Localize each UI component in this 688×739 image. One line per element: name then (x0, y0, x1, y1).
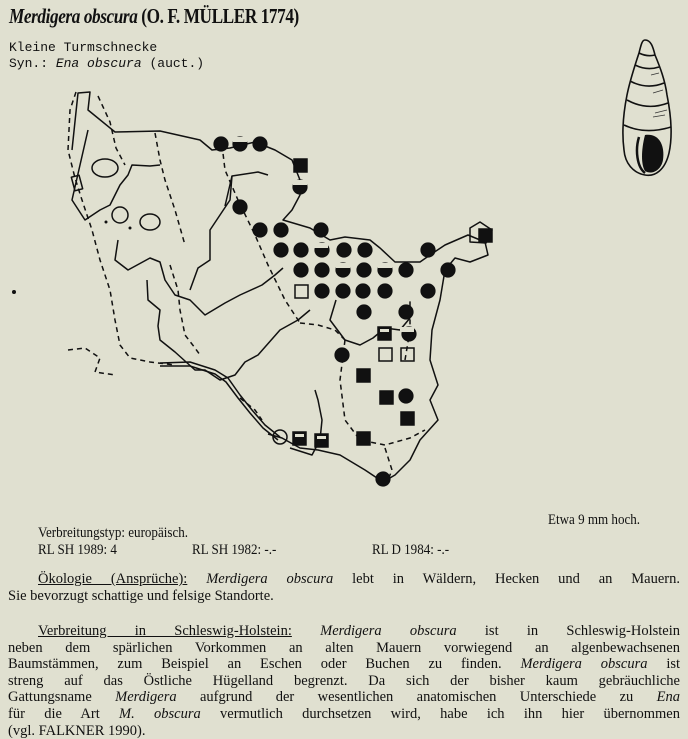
occurrence-circle (294, 243, 308, 257)
inner-boundary-2 (115, 240, 283, 315)
dashed-boundary-9 (68, 348, 115, 375)
occurrence-circle (274, 243, 288, 257)
text: Sie bevorzugt schattige und felsige Standorte. (8, 587, 274, 604)
species-name: Merdigera obscura (520, 656, 648, 673)
eider-canal-2 (160, 366, 278, 440)
synonym-label: Syn.: (9, 56, 49, 71)
occurrence-circle (356, 284, 370, 298)
occurrence-circle (233, 200, 247, 214)
shell-illustration (615, 35, 675, 180)
lake (112, 207, 128, 223)
species-author: (O. F. MÜLLER 1774) (141, 4, 299, 28)
common-name: Kleine Turmschnecke (9, 40, 158, 55)
text: streng auf das Östliche Hügelland begrenzt. Da sich der bisher kaum gebräuchliche (8, 672, 680, 689)
verbreitungstyp: Verbreitungstyp: europäisch. (38, 525, 189, 541)
occurrence-square-open (379, 348, 392, 361)
species-title (9, 4, 299, 29)
genus-name: Ena (656, 689, 681, 706)
occurrence-square (378, 327, 391, 340)
occurrence-circle (315, 284, 329, 298)
text: ist in Schleswig-Holstein (484, 623, 680, 639)
occurrence-square (357, 432, 370, 445)
occurrence-circle (253, 223, 267, 237)
occurrence-circle (421, 243, 435, 257)
occurrence-square (380, 391, 393, 404)
dashed-boundary-1 (155, 133, 185, 245)
species-name: Merdigera obscura (320, 623, 457, 639)
verbreitung-paragraph (8, 623, 680, 739)
synonym (9, 56, 204, 72)
text: (vgl. FALKNER 1990). (8, 722, 146, 739)
inner-boundary-1 (72, 130, 160, 220)
text: neben dem spärlichen Vorkommen an alten Mauern vorwiegend an algenbewachsenen (8, 639, 680, 656)
occurrence-circle (378, 284, 392, 298)
red-list-sh-1989: RL SH 1989: 4 (38, 542, 117, 558)
dashed-boundary-2 (170, 265, 200, 355)
genus-name: Merdigera (115, 689, 177, 706)
occurrence-circle (399, 263, 413, 277)
occurrence-square (401, 412, 414, 425)
text: lebt in Wäldern, Hecken und an Mauern. (352, 571, 680, 587)
map-dot (129, 227, 132, 230)
red-list-d-1984: RL D 1984: -.- (372, 542, 450, 558)
occurrence-square (315, 434, 328, 447)
text: aufgrund der wesentlichen anatomischen Unterschiede zu (200, 689, 634, 706)
species-name: Merdigera obscura (206, 571, 334, 587)
occurrence-square (479, 229, 492, 242)
distribution-map (0, 80, 500, 500)
dashed-boundary-west-2 (98, 96, 125, 165)
occurrence-circle (441, 263, 455, 277)
occurrence-square-open (401, 348, 414, 361)
occurrence-circle (335, 348, 349, 362)
text: ist (666, 656, 681, 673)
occurrence-circle (314, 223, 328, 237)
occurrence-circle (253, 137, 267, 151)
occurrence-circle (399, 389, 413, 403)
occurrence-circle (274, 223, 288, 237)
synonym-note: (auct.) (149, 56, 205, 71)
occurrence-square-open (295, 285, 308, 298)
occurrence-circle (336, 284, 350, 298)
occurrence-circle (357, 305, 371, 319)
map-dot (105, 221, 108, 224)
text: Baumstämmen, zum Beispiel an Eschen oder Buchen zu finden. (8, 656, 502, 673)
occurrence-square (294, 159, 307, 172)
occurrence-circle (357, 263, 371, 277)
occurrence-circle (214, 137, 228, 151)
text: Gattungsname (8, 689, 92, 706)
synonym-name: Ena obscura (55, 56, 142, 71)
inner-boundary-5 (190, 176, 232, 290)
lake (140, 214, 160, 230)
occurrence-circle (421, 284, 435, 298)
inner-boundary-6 (330, 300, 410, 345)
occurrence-square (293, 432, 306, 445)
occurrence-circle (399, 305, 413, 319)
occurrence-square (357, 369, 370, 382)
species-name: Merdigera obscura (9, 4, 138, 28)
size-note: Etwa 9 mm hoch. (548, 512, 641, 528)
text: vermutlich durchsetzen wird, habe ich ihn hier übernommen (220, 705, 680, 722)
lake (92, 159, 118, 177)
occurrence-circle (315, 263, 329, 277)
occurrence-circle (337, 243, 351, 257)
occurrence-circle (294, 263, 308, 277)
text: für die Art (8, 705, 100, 722)
occurrence-circle (358, 243, 372, 257)
oekologie-heading: Ökologie (Ansprüche): (38, 571, 188, 587)
species-name: M. obscura (119, 705, 201, 722)
occurrence-circle (376, 472, 390, 486)
red-list-sh-1982: RL SH 1982: -.- (192, 542, 277, 558)
map-dot (12, 290, 16, 294)
oekologie-paragraph (8, 571, 680, 604)
verbreitung-heading: Verbreitung in Schleswig-Holstein: (38, 623, 292, 639)
